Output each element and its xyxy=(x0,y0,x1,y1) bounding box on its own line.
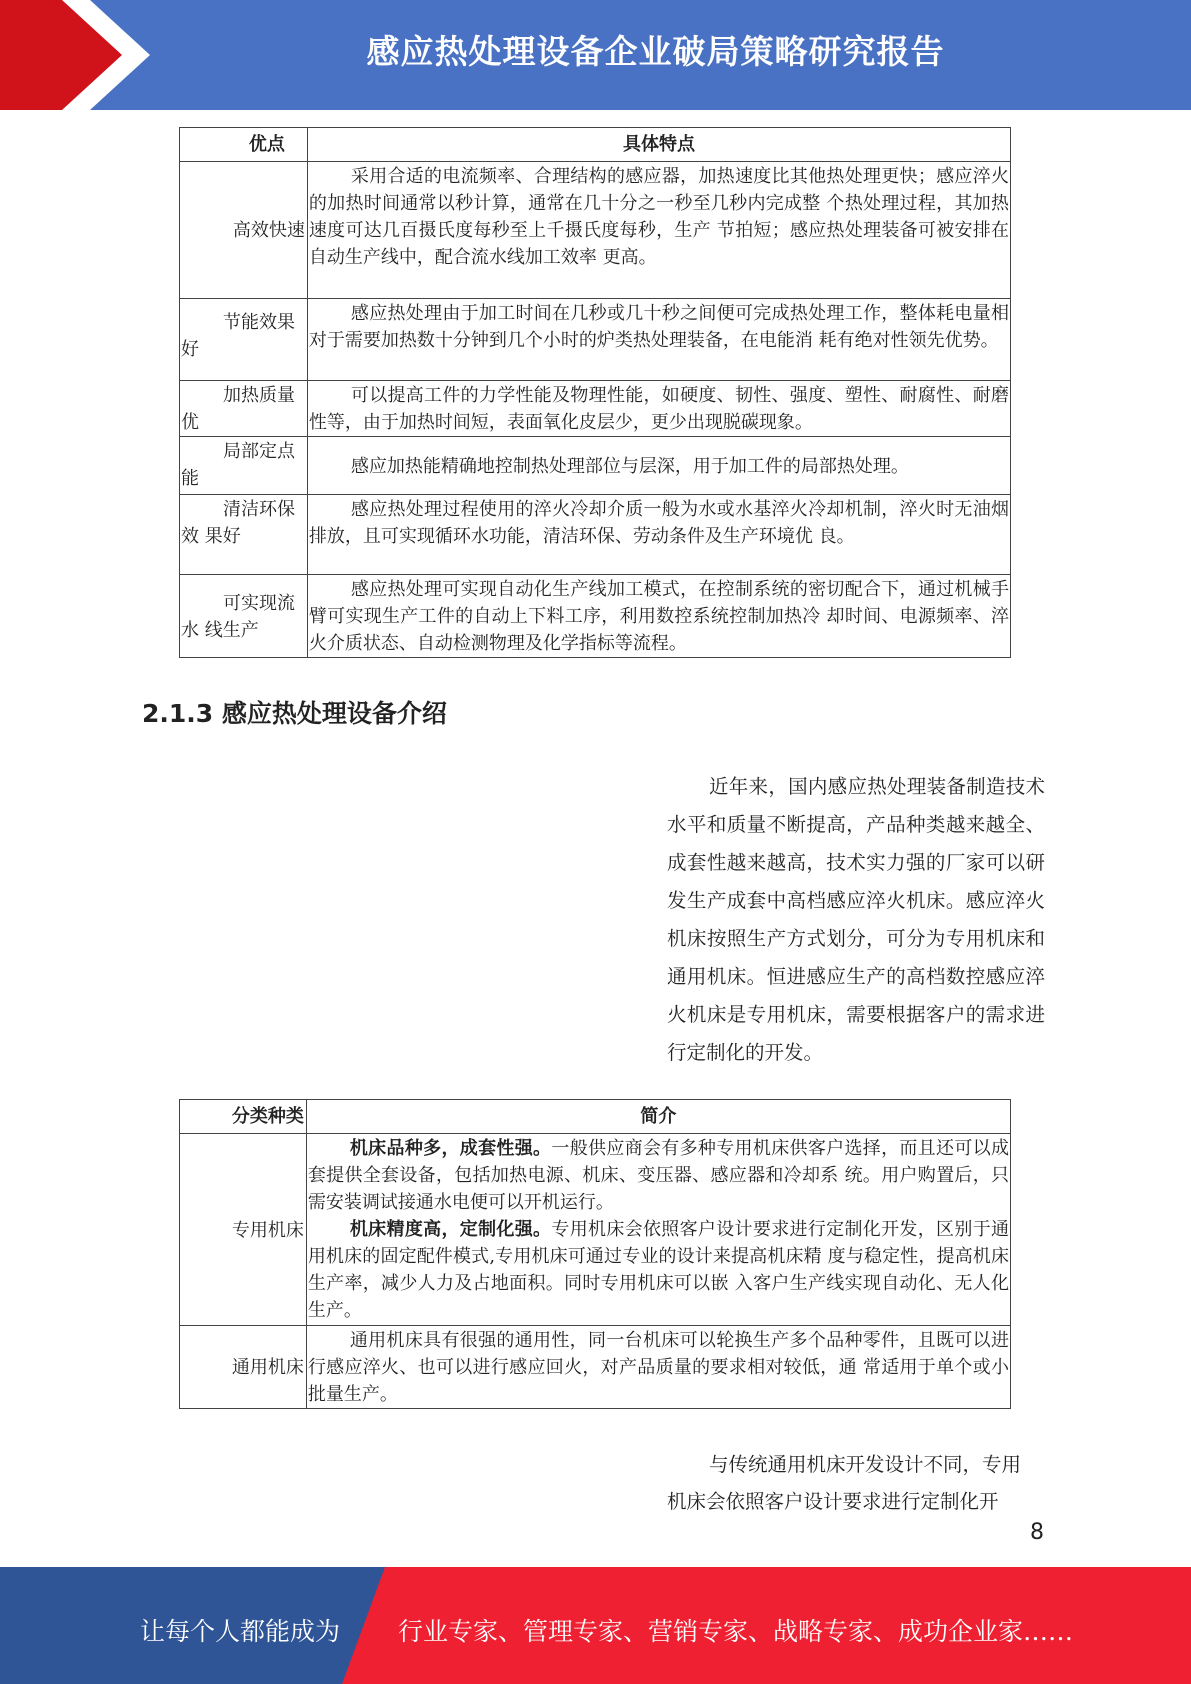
header-chevron-icon xyxy=(0,0,160,110)
advantage-desc: 可以提高工件的力学性能及物理性能，如硬度、韧性、强度、塑性、耐腐性、耐磨性等，由于加热时间短，表面氧化皮层少，更少出现脱碳现象。 xyxy=(308,385,1009,433)
report-title: 感应热处理设备企业破局策略研究报告 xyxy=(366,32,945,71)
column-header: 具体特点 xyxy=(307,128,1010,162)
table-row xyxy=(180,575,1011,658)
advantage-name: 清洁环保效 果好 xyxy=(180,495,308,575)
page-number: 8 xyxy=(1030,1520,1044,1545)
desc-paragraph xyxy=(308,1135,1009,1216)
desc-paragraph xyxy=(308,1216,1009,1324)
advantage-desc: 采用合适的电流频率、合理结构的感应器，加热速度比其他热处理更快；感应淬火的加热时间通常以秒计算，通常在几十分之一秒至几秒内完成整 个热处理过程，其加热速度可达几百摄氏度每秒至上千摄氏度每秒，生产 节拍短；感应热处理装备可被安排在自动生产线中，配合流水线加工效率 更高。 xyxy=(308,166,1009,268)
advantage-desc: 感应热处理可实现自动化生产线加工模式，在控制系统的密切配合下，通过机械手臂可实现生产工件的自动上下料工序，利用数控系统控制加热冷 却时间、电源频率、淬火介质状态、自动检测物理及化学指标等流程。 xyxy=(308,579,1009,654)
table-row xyxy=(180,299,1011,381)
machine-type-table xyxy=(179,1099,1011,1409)
intro-paragraph: 近年来，国内感应热处理装备制造技术水平和质量不断提高，产品种类越来越全、成套性越来越高，技术实力强的厂家可以研发生产成套中高档感应淬火机床。感应淬火机床按照生产方式划分，可分为专用机床和通用机床。恒进感应生产的高档数控感应淬火机床是专用机床，需要根据客户的需求进行定制化的开发。 xyxy=(667,775,1045,1064)
advantage-name: 高效快速 xyxy=(180,162,308,299)
column-header: 简介 xyxy=(306,1100,1010,1134)
page-header xyxy=(0,0,1191,110)
advantage-name: 局部定点能 xyxy=(180,437,308,495)
closing-line-2: 机床会依照客户设计要求进行定制化开 xyxy=(667,1490,999,1513)
advantage-desc: 感应热处理由于加工时间在几秒或几十秒之间便可完成热处理工作，整体耗电量相对于需要加热数十分钟到几个小时的炉类热处理装备，在电能消 耗有绝对性领先优势。 xyxy=(308,303,1009,351)
footer-slogan-left: 让每个人都能成为 xyxy=(140,1617,341,1646)
table-row xyxy=(180,162,1011,299)
closing-line-1: 与传统通用机床开发设计不同，专用 xyxy=(709,1453,1022,1476)
machine-type-desc xyxy=(306,1134,1010,1326)
column-header: 优点 xyxy=(180,128,308,162)
desc-text: 一般供应商会有多种专用机床供客户选择，而且还可以成套提供全套设备，包括加热电源、机床、变压器、感应器和冷却系 统。用户购置后，只需安装调试接通水电便可以开机运行。 xyxy=(307,1138,1010,1213)
table-row xyxy=(180,381,1011,437)
advantage-name: 节能效果好 xyxy=(180,299,308,381)
desc-bold-lead: 机床精度高，定制化强。 xyxy=(349,1219,552,1240)
advantages-table xyxy=(179,127,1011,658)
machine-type-desc: 通用机床具有很强的通用性，同一台机床可以轮换生产多个品种零件，且既可以进行感应淬火、也可以进行感应回火，对产品质量的要求相对较低，通 常适用于单个或小批量生产。 xyxy=(307,1330,1009,1405)
desc-bold-lead: 机床品种多，成套性强。 xyxy=(349,1138,552,1159)
advantage-desc: 感应加热能精确地控制热处理部位与层深，用于加工件的局部热处理。 xyxy=(350,455,909,477)
page-footer xyxy=(0,1567,1191,1684)
section-heading: 2.1.3 感应热处理设备介绍 xyxy=(142,699,447,728)
advantage-name: 可实现流水 线生产 xyxy=(180,575,308,658)
advantage-desc: 感应热处理过程使用的淬火冷却介质一般为水或水基淬火冷却机制，淬火时无油烟排放，且可实现循环水功能，清洁环保、劳动条件及生产环境优 良。 xyxy=(308,499,1009,547)
table-row xyxy=(180,1326,1011,1409)
table-row xyxy=(180,1134,1011,1326)
column-header: 分类种类 xyxy=(180,1100,307,1134)
table-row xyxy=(180,495,1011,575)
table-header-row xyxy=(180,128,1011,162)
desc-text: 专用机床会依照客户设计要求进行定制化开发，区别于通用机床的固定配件模式,专用机床可通过专业的设计来提高机床精 度与稳定性，提高机床生产率，减少人力及占地面积。同时专用机床可以嵌 入客户生产线实现自动化、无人化生产。 xyxy=(307,1219,1010,1321)
machine-type-name: 通用机床 xyxy=(180,1326,307,1409)
footer-slogan-right: 行业专家、管理专家、营销专家、战略专家、成功企业家…… xyxy=(398,1617,1074,1646)
table-row xyxy=(180,437,1011,495)
table-header-row xyxy=(180,1100,1011,1134)
machine-type-name: 专用机床 xyxy=(180,1134,307,1326)
advantage-name: 加热质量优 xyxy=(180,381,308,437)
